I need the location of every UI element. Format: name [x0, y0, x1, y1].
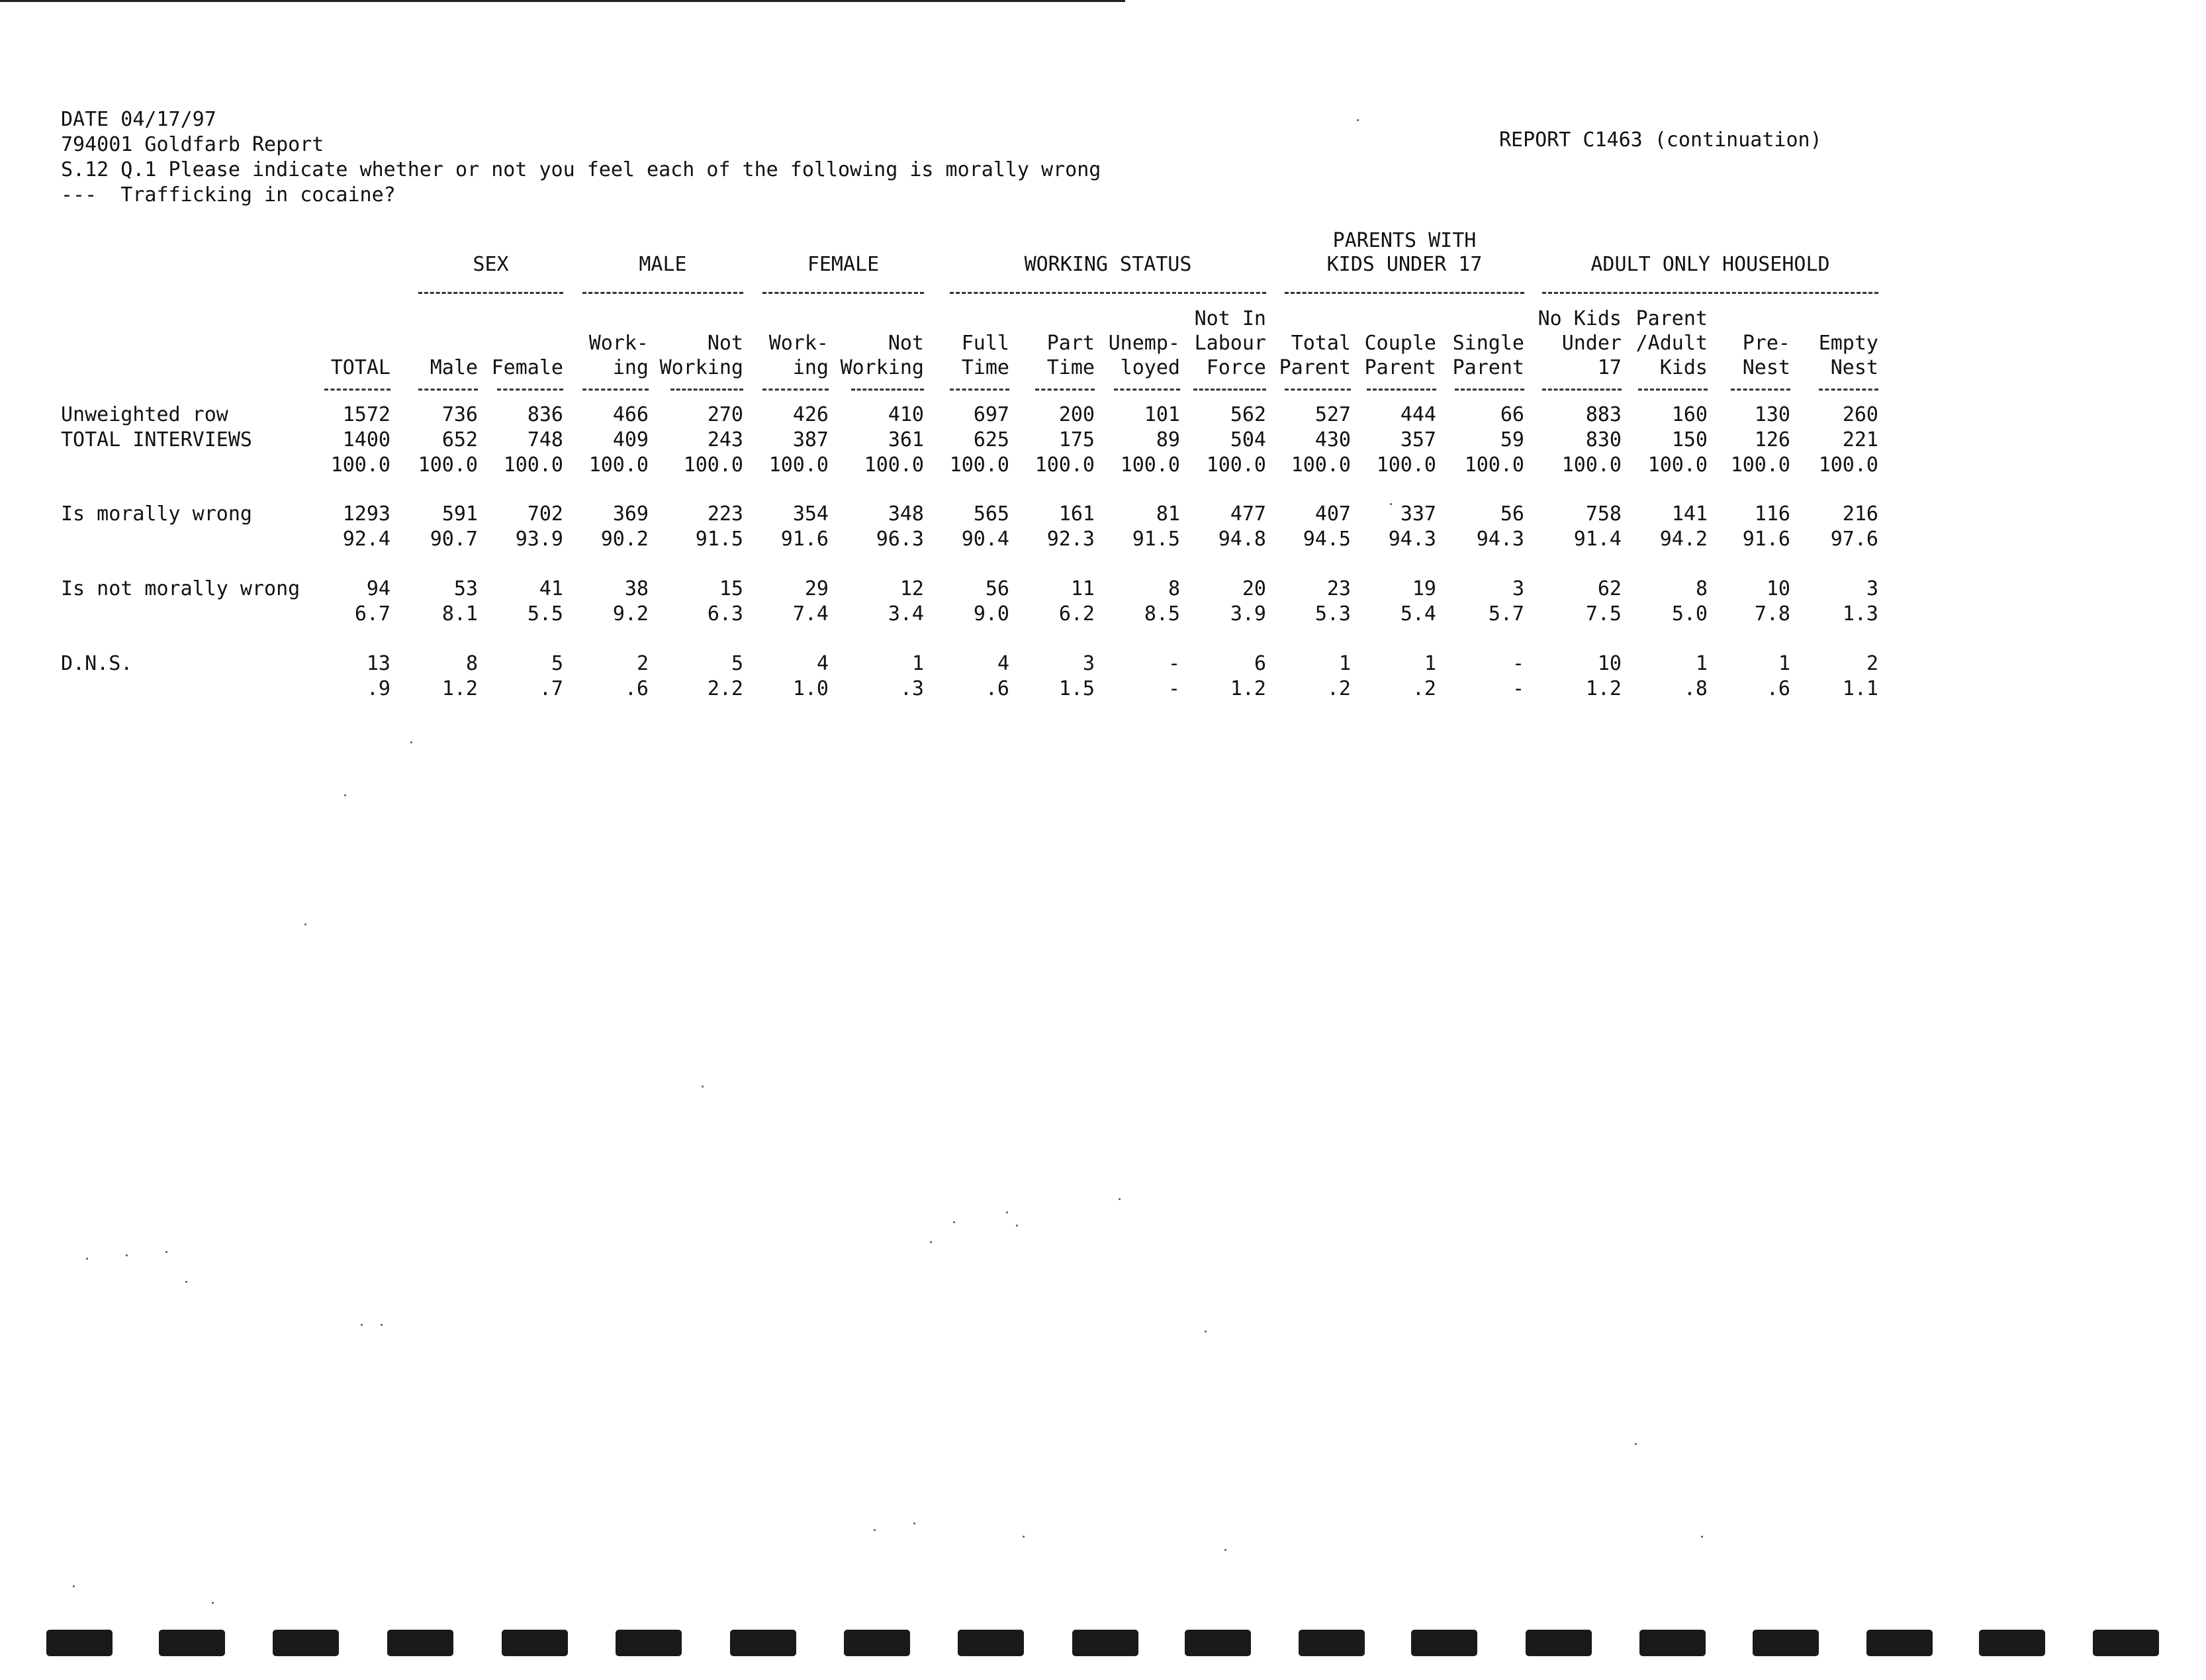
- row-label: Is not morally wrong: [61, 577, 300, 600]
- table-cell: 270: [707, 403, 743, 426]
- scan-speck: [165, 1251, 167, 1253]
- table-cell: 1.1: [1842, 677, 1878, 700]
- table-cell: .7: [539, 677, 563, 700]
- column-header: Not Working: [659, 332, 743, 379]
- table-cell: 94.3: [1388, 528, 1436, 551]
- column-header: Parent /Adult Kids: [1635, 307, 1708, 379]
- column-header: Work- ing: [588, 332, 649, 379]
- column-header: Not In Labour Force: [1194, 307, 1266, 379]
- table-cell: 10: [1597, 652, 1622, 675]
- scan-speck: [73, 1585, 75, 1587]
- table-cell: 29: [804, 577, 829, 600]
- row-label: TOTAL INTERVIEWS: [61, 428, 252, 451]
- table-cell: 697: [973, 403, 1009, 426]
- question-text: S.12 Q.1 Please indicate whether or not you feel each of the following is morally wrong: [61, 158, 1101, 181]
- table-cell: 10: [1766, 577, 1790, 600]
- table-cell: 7.4: [792, 602, 829, 626]
- table-cell: 1.2: [1230, 677, 1266, 700]
- binding-hole: [730, 1630, 796, 1656]
- table-cell: 426: [792, 403, 829, 426]
- table-cell: 652: [441, 428, 478, 451]
- table-cell: 90.2: [600, 528, 649, 551]
- table-cell: 5.0: [1671, 602, 1708, 626]
- table-cell: 160: [1671, 403, 1708, 426]
- scan-speck: [1635, 1443, 1637, 1445]
- table-cell: 410: [888, 403, 924, 426]
- column-header: Part Time: [1046, 332, 1095, 379]
- table-cell: 15: [719, 577, 743, 600]
- table-cell: 1293: [342, 502, 391, 526]
- column-header-rule: [582, 389, 649, 391]
- table-cell: 6.7: [354, 602, 391, 626]
- table-cell: 466: [612, 403, 649, 426]
- column-header-rule: [762, 389, 829, 391]
- table-cell: 354: [792, 502, 829, 526]
- table-cell: 94.8: [1218, 528, 1266, 551]
- column-header-rule: [1731, 389, 1790, 391]
- group-header: ADULT ONLY HOUSEHOLD: [1590, 253, 1830, 276]
- table-cell: 126: [1754, 428, 1790, 451]
- column-header-rule: [1455, 389, 1524, 391]
- table-cell: 150: [1671, 428, 1708, 451]
- column-header: Single Parent: [1452, 332, 1524, 379]
- table-cell: 100.0: [588, 453, 649, 477]
- table-cell: 94.3: [1476, 528, 1524, 551]
- table-cell: 3.9: [1230, 602, 1266, 626]
- table-cell: 1.2: [1585, 677, 1622, 700]
- table-cell: 4: [997, 652, 1009, 675]
- scan-speck: [304, 923, 306, 925]
- table-cell: 91.5: [695, 528, 743, 551]
- scan-speck: [913, 1522, 915, 1524]
- binding-hole: [273, 1630, 339, 1656]
- table-cell: .6: [985, 677, 1009, 700]
- column-header: No Kids Under 17: [1538, 307, 1622, 379]
- scan-speck: [1390, 503, 1392, 505]
- table-cell: 100.0: [330, 453, 391, 477]
- table-cell: 4: [816, 652, 829, 675]
- table-cell: 8.1: [441, 602, 478, 626]
- table-cell: 8: [465, 652, 478, 675]
- table-cell: 1: [1778, 652, 1790, 675]
- table-cell: 81: [1156, 502, 1180, 526]
- table-cell: 243: [707, 428, 743, 451]
- table-cell: 357: [1400, 428, 1436, 451]
- scan-speck: [344, 794, 346, 796]
- scan-speck: [185, 1281, 187, 1283]
- scan-speck: [1006, 1211, 1008, 1213]
- table-cell: 3: [1866, 577, 1878, 600]
- group-header: FEMALE: [807, 253, 880, 276]
- column-header-rule: [1285, 389, 1351, 391]
- binding-hole: [1979, 1630, 2045, 1656]
- table-cell: 1572: [342, 403, 391, 426]
- table-cell: 5.7: [1488, 602, 1524, 626]
- scan-speck: [212, 1602, 214, 1604]
- scan-speck: [1701, 1536, 1703, 1538]
- table-cell: 2: [1866, 652, 1878, 675]
- table-cell: 130: [1754, 403, 1790, 426]
- table-cell: 1400: [342, 428, 391, 451]
- table-cell: 94: [366, 577, 391, 600]
- binding-hole: [1753, 1630, 1819, 1656]
- table-cell: 736: [441, 403, 478, 426]
- table-cell: 100.0: [503, 453, 563, 477]
- table-cell: 94.5: [1303, 528, 1351, 551]
- table-cell: 883: [1585, 403, 1622, 426]
- binding-hole: [159, 1630, 225, 1656]
- group-header-rule: [950, 292, 1266, 294]
- table-cell: 369: [612, 502, 649, 526]
- table-cell: 7.8: [1754, 602, 1790, 626]
- row-label: D.N.S.: [61, 652, 133, 675]
- table-cell: 91.5: [1132, 528, 1180, 551]
- report-name: 794001 Goldfarb Report: [61, 133, 324, 156]
- table-cell: 23: [1326, 577, 1351, 600]
- table-cell: 562: [1230, 403, 1266, 426]
- table-cell: 5.3: [1314, 602, 1351, 626]
- table-cell: 477: [1230, 502, 1266, 526]
- table-cell: 748: [527, 428, 563, 451]
- table-cell: 100.0: [1206, 453, 1266, 477]
- column-header: Pre- Nest: [1742, 332, 1790, 379]
- table-cell: 3.4: [888, 602, 924, 626]
- group-header-rule: [1542, 292, 1878, 294]
- table-cell: 444: [1400, 403, 1436, 426]
- scan-speck: [86, 1258, 88, 1260]
- table-cell: 41: [539, 577, 563, 600]
- table-cell: -: [1512, 677, 1524, 700]
- table-cell: -: [1168, 652, 1180, 675]
- group-header-rule: [1285, 292, 1524, 294]
- table-cell: 8.5: [1144, 602, 1180, 626]
- table-cell: 223: [707, 502, 743, 526]
- binding-hole: [1639, 1630, 1706, 1656]
- table-cell: 5.4: [1400, 602, 1436, 626]
- scan-speck: [702, 1086, 704, 1088]
- table-cell: 93.9: [515, 528, 563, 551]
- table-cell: 221: [1842, 428, 1878, 451]
- table-cell: 62: [1597, 577, 1622, 600]
- table-cell: 12: [899, 577, 924, 600]
- column-header: Couple Parent: [1364, 332, 1436, 379]
- table-cell: 504: [1230, 428, 1266, 451]
- group-header-rule: [418, 292, 563, 294]
- column-header-rule: [1193, 389, 1266, 391]
- group-header: WORKING STATUS: [1024, 253, 1192, 276]
- scan-top-edge: [0, 0, 1125, 2]
- scan-speck: [1016, 1225, 1018, 1227]
- column-header-rule: [324, 389, 391, 391]
- table-cell: 1: [1695, 652, 1708, 675]
- column-header-rule: [670, 389, 743, 391]
- table-cell: 1.3: [1842, 602, 1878, 626]
- table-cell: 100.0: [1464, 453, 1524, 477]
- table-cell: 200: [1058, 403, 1095, 426]
- table-cell: 6.3: [707, 602, 743, 626]
- table-cell: 361: [888, 428, 924, 451]
- column-header: Female: [491, 356, 563, 379]
- table-cell: 100.0: [683, 453, 743, 477]
- table-cell: 409: [612, 428, 649, 451]
- table-cell: .2: [1412, 677, 1436, 700]
- table-cell: .6: [624, 677, 649, 700]
- binding-hole: [1526, 1630, 1592, 1656]
- binding-hole: [616, 1630, 682, 1656]
- table-cell: 97.6: [1830, 528, 1878, 551]
- table-cell: 702: [527, 502, 563, 526]
- table-cell: 100.0: [1034, 453, 1095, 477]
- table-cell: 430: [1314, 428, 1351, 451]
- table-cell: 100.0: [1818, 453, 1878, 477]
- table-cell: 56: [1500, 502, 1524, 526]
- table-cell: 9.2: [612, 602, 649, 626]
- table-cell: 100.0: [864, 453, 924, 477]
- table-cell: 100.0: [1730, 453, 1790, 477]
- scan-speck: [1205, 1330, 1207, 1332]
- binding-hole: [1185, 1630, 1251, 1656]
- table-cell: 1.0: [792, 677, 829, 700]
- column-header: Male: [430, 356, 478, 379]
- table-cell: 100.0: [1561, 453, 1622, 477]
- scan-speck: [874, 1529, 876, 1531]
- column-header: Not Working: [840, 332, 924, 379]
- column-header-rule: [1638, 389, 1708, 391]
- table-cell: 1: [911, 652, 924, 675]
- table-cell: 66: [1500, 403, 1524, 426]
- table-cell: 260: [1842, 403, 1878, 426]
- table-cell: 116: [1754, 502, 1790, 526]
- group-header: SEX: [473, 253, 509, 276]
- table-cell: 337: [1400, 502, 1436, 526]
- report-id: REPORT C1463 (continuation): [1499, 128, 1822, 152]
- table-cell: 5: [551, 652, 563, 675]
- table-cell: .3: [899, 677, 924, 700]
- table-cell: 90.4: [961, 528, 1009, 551]
- column-header-rule: [1367, 389, 1436, 391]
- table-cell: 758: [1585, 502, 1622, 526]
- table-cell: 6: [1254, 652, 1266, 675]
- table-cell: 6.2: [1058, 602, 1095, 626]
- table-cell: 8: [1168, 577, 1180, 600]
- column-header-rule: [1542, 389, 1622, 391]
- column-header: TOTAL: [330, 356, 391, 379]
- table-cell: 1.2: [441, 677, 478, 700]
- table-cell: 591: [441, 502, 478, 526]
- column-header-rule: [1114, 389, 1180, 391]
- binding-hole: [502, 1630, 568, 1656]
- table-cell: 100.0: [768, 453, 829, 477]
- group-header: MALE: [639, 253, 687, 276]
- table-cell: 5.5: [527, 602, 563, 626]
- binding-hole: [46, 1630, 113, 1656]
- column-header: Unemp- loyed: [1108, 332, 1180, 379]
- table-cell: 94.2: [1659, 528, 1708, 551]
- group-header-rule: [762, 292, 924, 294]
- table-cell: .8: [1683, 677, 1708, 700]
- table-cell: 2: [636, 652, 649, 675]
- column-header-rule: [851, 389, 924, 391]
- binding-hole: [844, 1630, 910, 1656]
- table-cell: 92.3: [1046, 528, 1095, 551]
- table-cell: 56: [985, 577, 1009, 600]
- scan-speck: [1224, 1549, 1226, 1551]
- table-cell: 100.0: [1120, 453, 1180, 477]
- table-cell: .6: [1766, 677, 1790, 700]
- table-cell: 91.4: [1573, 528, 1622, 551]
- table-cell: 38: [624, 577, 649, 600]
- binding-hole: [1072, 1630, 1138, 1656]
- row-label: Is morally wrong: [61, 502, 252, 526]
- binding-hole: [1299, 1630, 1365, 1656]
- column-header: Full Time: [961, 332, 1009, 379]
- scan-speck: [953, 1221, 955, 1223]
- table-cell: 161: [1058, 502, 1095, 526]
- table-cell: 8: [1695, 577, 1708, 600]
- column-header: Total Parent: [1279, 332, 1351, 379]
- table-cell: 1: [1338, 652, 1351, 675]
- table-cell: 89: [1156, 428, 1180, 451]
- column-header-rule: [418, 389, 478, 391]
- table-cell: 830: [1585, 428, 1622, 451]
- table-cell: 2.2: [707, 677, 743, 700]
- table-cell: 216: [1842, 502, 1878, 526]
- table-cell: .9: [366, 677, 391, 700]
- binding-hole: [387, 1630, 453, 1656]
- table-cell: 11: [1070, 577, 1095, 600]
- table-cell: 100.0: [1647, 453, 1708, 477]
- scan-speck: [930, 1241, 932, 1243]
- table-cell: 96.3: [876, 528, 924, 551]
- table-cell: 1.5: [1058, 677, 1095, 700]
- column-header: Work- ing: [768, 332, 829, 379]
- table-cell: 387: [792, 428, 829, 451]
- table-cell: 100.0: [949, 453, 1009, 477]
- binding-hole: [2093, 1630, 2159, 1656]
- binding-hole: [1411, 1630, 1477, 1656]
- column-header: Empty Nest: [1818, 332, 1878, 379]
- scan-speck: [1357, 119, 1359, 121]
- table-cell: 91.6: [780, 528, 829, 551]
- table-cell: 19: [1412, 577, 1436, 600]
- table-cell: 59: [1500, 428, 1524, 451]
- table-cell: 141: [1671, 502, 1708, 526]
- table-cell: 1: [1424, 652, 1436, 675]
- table-cell: 527: [1314, 403, 1351, 426]
- column-header-rule: [497, 389, 563, 391]
- scan-speck: [410, 741, 412, 743]
- table-cell: .2: [1326, 677, 1351, 700]
- report-date: DATE 04/17/97: [61, 108, 216, 131]
- table-cell: 7.5: [1585, 602, 1622, 626]
- table-cell: 407: [1314, 502, 1351, 526]
- table-cell: 13: [366, 652, 391, 675]
- table-cell: 565: [973, 502, 1009, 526]
- table-cell: 836: [527, 403, 563, 426]
- table-cell: 3: [1512, 577, 1524, 600]
- group-header: PARENTS WITH KIDS UNDER 17: [1326, 229, 1483, 276]
- row-label: Unweighted row: [61, 403, 228, 426]
- table-cell: 3: [1082, 652, 1095, 675]
- binding-hole: [958, 1630, 1024, 1656]
- table-cell: 175: [1058, 428, 1095, 451]
- table-cell: 348: [888, 502, 924, 526]
- column-header-rule: [950, 389, 1009, 391]
- table-cell: 20: [1242, 577, 1266, 600]
- scan-speck: [361, 1324, 363, 1326]
- table-cell: 92.4: [342, 528, 391, 551]
- table-cell: -: [1512, 652, 1524, 675]
- scan-speck: [1119, 1198, 1121, 1200]
- table-cell: 101: [1144, 403, 1180, 426]
- table-cell: 100.0: [418, 453, 478, 477]
- scan-speck: [381, 1324, 383, 1326]
- sub-question-text: --- Trafficking in cocaine?: [61, 183, 396, 207]
- column-header-rule: [1819, 389, 1878, 391]
- table-cell: 100.0: [1291, 453, 1351, 477]
- table-cell: 53: [453, 577, 478, 600]
- table-cell: 90.7: [430, 528, 478, 551]
- group-header-rule: [582, 292, 743, 294]
- table-cell: 9.0: [973, 602, 1009, 626]
- table-cell: -: [1168, 677, 1180, 700]
- table-cell: 91.6: [1742, 528, 1790, 551]
- table-cell: 5: [731, 652, 743, 675]
- scan-speck: [126, 1254, 128, 1256]
- table-cell: 100.0: [1376, 453, 1436, 477]
- scan-speck: [1023, 1536, 1025, 1538]
- binding-hole: [1866, 1630, 1933, 1656]
- column-header-rule: [1035, 389, 1095, 391]
- table-cell: 625: [973, 428, 1009, 451]
